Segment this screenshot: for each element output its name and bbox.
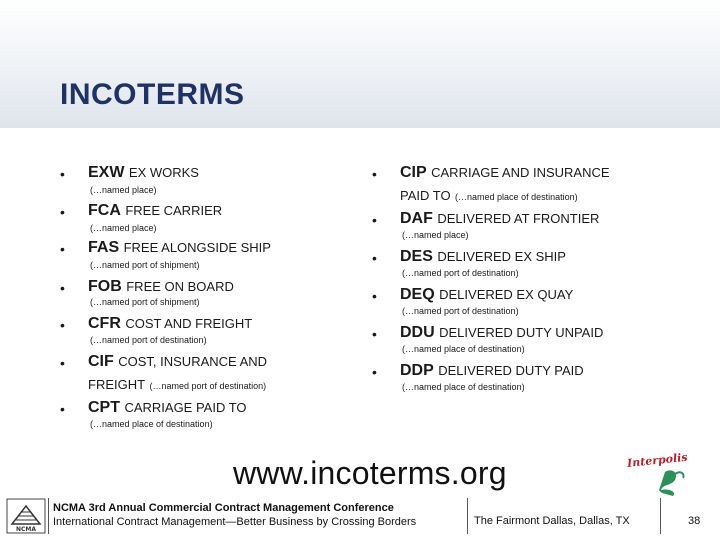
bullet: • <box>60 401 65 417</box>
term-code: DES <box>400 248 433 265</box>
bullet: • <box>372 364 377 380</box>
term-name: DELIVERED DUTY PAID <box>438 363 584 378</box>
footer-divider <box>660 498 661 534</box>
bullet: • <box>60 355 65 371</box>
term-name-continued: PAID TO <box>400 188 451 203</box>
term-detail: (…named place of destination) <box>90 419 213 429</box>
term-detail: (…named place of destination) <box>402 382 525 392</box>
page-number: 38 <box>688 515 701 527</box>
footer-organization: NCMA 3rd Annual Commercial Contract Management Conference <box>53 502 394 514</box>
term-name: FREE CARRIER <box>125 203 223 218</box>
interpolis-wordmark: Interpolis <box>626 450 689 470</box>
term-detail: (…named place) <box>402 230 469 240</box>
term-name: FREE ON BOARD <box>126 279 234 294</box>
term-name: COST AND FREIGHT <box>125 316 253 331</box>
term-code: FCA <box>88 202 121 219</box>
term-detail: (…named port of shipment) <box>90 260 200 270</box>
term-detail: (…named place of destination) <box>402 344 525 354</box>
term-code: DDP <box>400 362 434 379</box>
term-detail: (…named place of destination) <box>455 192 578 202</box>
term-code: DAF <box>400 210 433 227</box>
bird-wing <box>675 472 684 478</box>
bullet: • <box>372 212 377 228</box>
bullet: • <box>60 317 65 333</box>
term-name: CARRIAGE AND INSURANCE <box>431 165 610 180</box>
term-code: FAS <box>88 239 120 256</box>
term-code: CIF <box>88 353 114 370</box>
term-detail: (…named port of destination) <box>90 335 207 345</box>
slide-title: INCOTERMS <box>60 78 245 111</box>
footer-conference: International Contract Management—Better Business by Crossing Borders <box>53 516 417 528</box>
ncma-wordmark: NCMA <box>15 526 37 533</box>
term-name-continued: FREIGHT <box>88 377 146 392</box>
term-code: EXW <box>88 164 125 181</box>
ncma-logo <box>6 498 46 534</box>
bullet: • <box>60 166 65 182</box>
term-name: CARRIAGE PAID TO <box>124 400 247 415</box>
bullet: • <box>372 250 377 266</box>
bullet: • <box>60 280 65 296</box>
term-code: CPT <box>88 399 120 416</box>
footer-divider <box>467 498 468 534</box>
bullet: • <box>372 288 377 304</box>
ncma-seal-icon <box>6 498 46 534</box>
bullet: • <box>372 326 377 342</box>
bullet: • <box>372 166 377 182</box>
term-detail: (…named place) <box>90 223 157 233</box>
footer-venue: The Fairmont Dallas, Dallas, TX <box>474 515 630 527</box>
term-detail: (…named port of destination) <box>149 381 267 391</box>
term-code: DEQ <box>400 286 435 303</box>
term-name: FREE ALONGSIDE SHIP <box>123 240 271 255</box>
term-name: EX WORKS <box>128 165 199 180</box>
term-name: COST, INSURANCE AND <box>118 354 268 369</box>
term-detail: (…named place) <box>90 185 157 195</box>
term-detail: (…named port of destination) <box>402 268 519 278</box>
term-code: DDU <box>400 324 435 341</box>
term-code: CFR <box>88 315 121 332</box>
term-detail: (…named port of shipment) <box>90 297 200 307</box>
term-detail: (…named port of destination) <box>402 306 519 316</box>
bird-mark <box>659 470 676 496</box>
term-name: DELIVERED EX SHIP <box>437 249 566 264</box>
bullet: • <box>60 241 65 257</box>
term-code: CIP <box>400 164 427 181</box>
bullet: • <box>60 204 65 220</box>
term-name: DELIVERED AT FRONTIER <box>437 211 600 226</box>
interpolis-logo <box>625 450 715 500</box>
website-link[interactable]: www.incoterms.org <box>233 455 507 491</box>
term-name: DELIVERED EX QUAY <box>439 287 574 302</box>
interpolis-logo-icon <box>625 450 715 500</box>
term-code: FOB <box>88 278 122 295</box>
footer-divider <box>48 498 49 534</box>
term-name: DELIVERED DUTY UNPAID <box>439 325 604 340</box>
